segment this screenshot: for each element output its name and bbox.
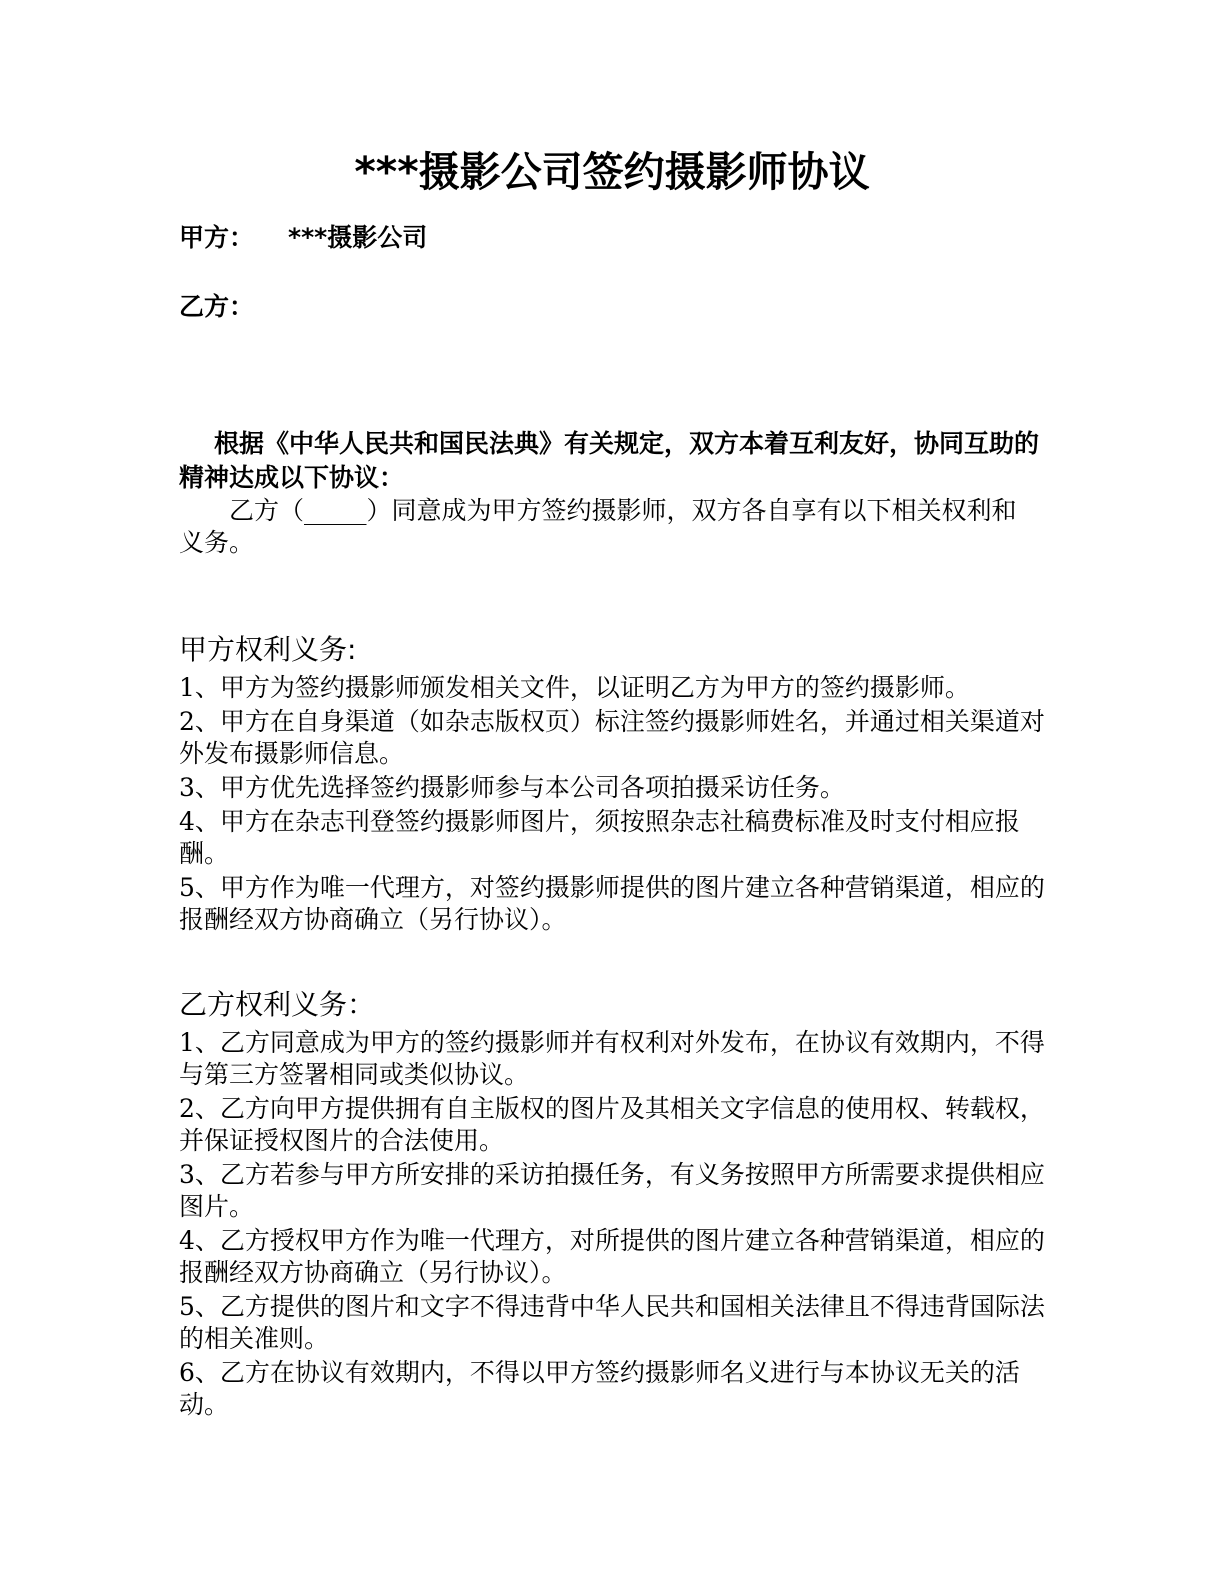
party-b-line [179,290,254,324]
agreement-paragraph: 乙方（_____）同意成为甲方签约摄影师，双方各自享有以下相关权利和义务。 [179,496,1017,557]
clause-item: 2、甲方在自身渠道（如杂志版权页）标注签约摄影师姓名，并通过相关渠道对外发布摄影师信息。 [179,707,1045,768]
party-b-rights-section [179,985,1059,1423]
clause-item: 2、乙方向甲方提供拥有自主版权的图片及其相关文字信息的使用权、转载权，并保证授权图片的合法使用。 [179,1094,1045,1155]
clause-item: 5、甲方作为唯一代理方，对签约摄影师提供的图片建立各种营销渠道，相应的报酬经双方协商确立（另行协议）。 [179,873,1045,934]
clause-item: 3、甲方优先选择签约摄影师参与本公司各项拍摄采访任务。 [179,773,845,802]
party-a-rights-section [179,630,1059,938]
section-heading: 乙方权利义务： [179,988,376,1021]
clause-item: 4、乙方授权甲方作为唯一代理方，对所提供的图片建立各种营销渠道，相应的报酬经双方协商确立（另行协议）。 [179,1226,1045,1287]
clause-item: 1、乙方同意成为甲方的签约摄影师并有权利对外发布，在协议有效期内，不得与第三方签署相同或类似协议。 [179,1028,1045,1089]
intro-paragraph: 根据《中华人民共和国民法典》有关规定，双方本着互利友好，协同互助的精神达成以下协议： [179,429,1040,492]
clause-item: 4、甲方在杂志刊登签约摄影师图片，须按照杂志社稿费标准及时支付相应报酬。 [179,807,1020,868]
section-heading: 甲方权利义务: [179,633,357,666]
party-a-line [179,221,427,255]
clause-list [179,1027,1059,1421]
party-a-label: 甲方： [179,223,255,252]
clause-item: 5、乙方提供的图片和文字不得违背中华人民共和国相关法律且不得违背国际法的相关准则。 [179,1292,1045,1353]
clause-item: 6、乙方在协议有效期内，不得以甲方签约摄影师名义进行与本协议无关的活动。 [179,1358,1020,1419]
clause-item: 3、乙方若参与甲方所安排的采访拍摄任务，有义务按照甲方所需要求提供相应图片。 [179,1160,1045,1221]
clause-item: 1、甲方为签约摄影师颁发相关文件，以证明乙方为甲方的签约摄影师。 [179,673,970,702]
party-a-name: ***摄影公司 [288,223,428,252]
party-b-label: 乙方： [179,292,255,321]
document-title: ***摄影公司签约摄影师协议 [354,148,870,196]
clause-list [179,672,1059,936]
